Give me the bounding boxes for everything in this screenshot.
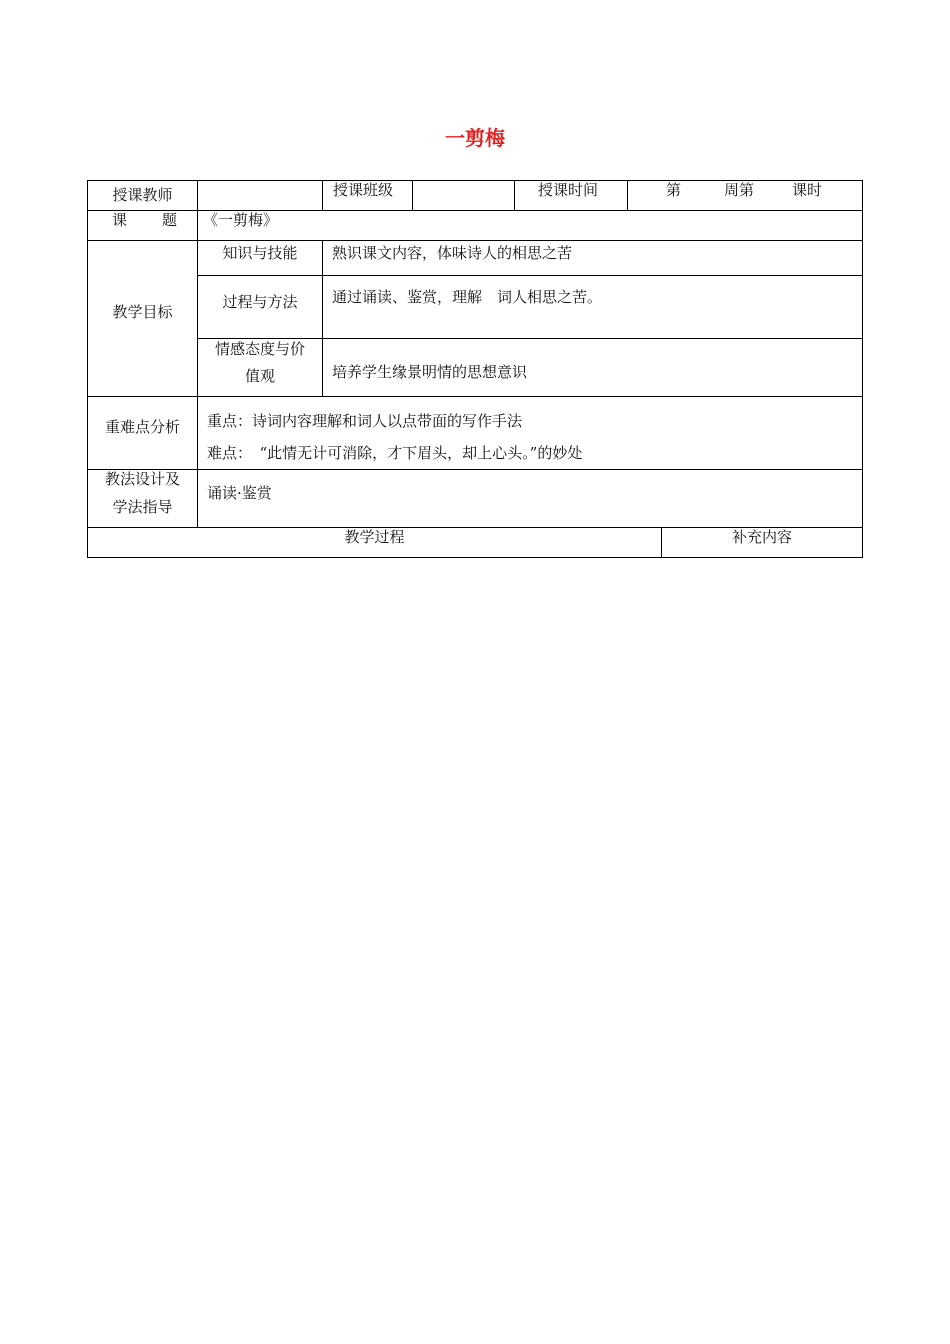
teaching-process-header: 教学过程 xyxy=(344,528,405,546)
table-line xyxy=(87,469,863,470)
method-value: 诵读·鉴赏 xyxy=(207,484,272,502)
objective-attitude-value: 培养学生缘景明情的思想意识 xyxy=(332,363,528,381)
objectives-label: 教学目标 xyxy=(112,303,173,321)
table-line xyxy=(627,180,628,210)
table-line xyxy=(87,396,863,397)
table-line xyxy=(412,180,413,210)
table-line xyxy=(87,557,863,558)
table-line xyxy=(862,180,863,558)
topic-value: 《一剪梅》 xyxy=(203,211,279,229)
table-line xyxy=(514,180,515,210)
difficulty-label: 重难点分析 xyxy=(104,418,180,436)
objective-attitude-label-line2: 值观 xyxy=(244,367,275,385)
time-label: 授课时间 xyxy=(538,181,599,199)
objective-knowledge-value: 熟识课文内容，体味诗人的相思之苦 xyxy=(332,244,573,262)
time-week-prefix: 第 xyxy=(666,181,682,199)
class-label: 授课班级 xyxy=(333,181,394,199)
topic-label-first: 课 xyxy=(112,211,128,229)
page-title: 一剪梅 xyxy=(445,126,505,150)
time-period-suffix: 课时 xyxy=(792,181,823,199)
method-label-line2: 学法指导 xyxy=(112,498,173,516)
table-line xyxy=(87,240,863,241)
topic-label-second: 题 xyxy=(162,211,178,229)
hard-point-text: 难点： “此情无计可消除，才下眉头，却上心头。”的妙处 xyxy=(207,444,583,462)
teacher-label: 授课教师 xyxy=(112,186,173,204)
objective-attitude-label-line1: 情感态度与价 xyxy=(214,340,305,358)
table-line xyxy=(322,240,323,397)
time-week-suffix: 周第 xyxy=(724,181,755,199)
objective-process-label: 过程与方法 xyxy=(222,293,298,311)
objective-knowledge-label: 知识与技能 xyxy=(222,244,298,262)
supplement-header: 补充内容 xyxy=(731,528,792,546)
key-point-text: 重点：诗词内容理解和词人以点带面的写作手法 xyxy=(207,412,523,430)
table-line xyxy=(322,180,323,210)
table-line xyxy=(197,275,863,276)
objective-process-value: 通过诵读、鉴赏，理解 词人相思之苦。 xyxy=(332,288,603,306)
method-label-line1: 教法设计及 xyxy=(104,470,180,488)
